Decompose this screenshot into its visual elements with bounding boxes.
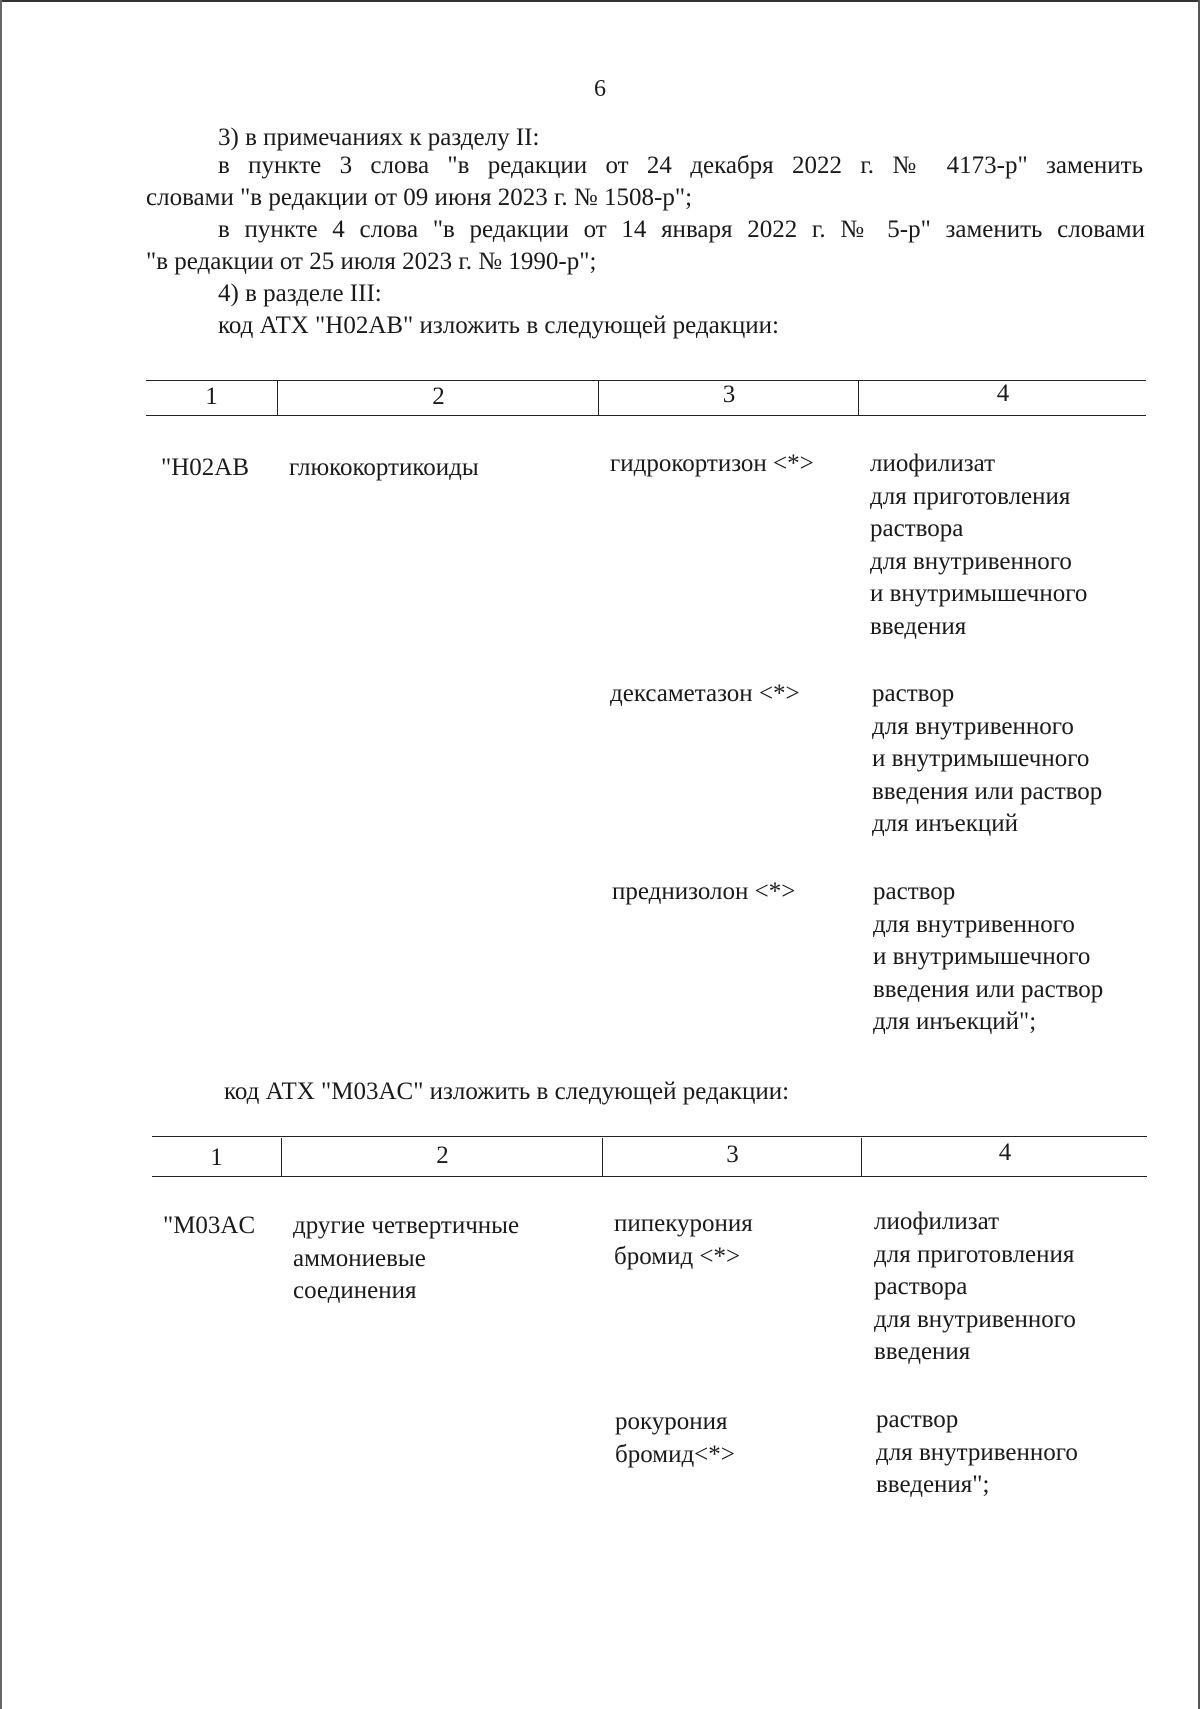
table2-col-3-number: 3	[726, 1141, 739, 1168]
table2-header-divider-3	[861, 1138, 862, 1176]
table2-drug-pipecuronium: пипекурония бромид <*>	[614, 1210, 753, 1270]
table1-form-prednisolone: раствор для внутривенного и внутримышечного введения или раствор для инъекций";	[873, 878, 1104, 1035]
scan-edge-left	[0, 0, 2, 1709]
intro-line-point-4-b: "в редакции от 25 июля 2023 г. № 1990-р";	[146, 248, 597, 275]
table1-col-2-number: 2	[432, 383, 445, 410]
table1-atc-code: "H02AB	[161, 454, 249, 481]
table2-col-2-number: 2	[436, 1142, 449, 1169]
table2-atc-code: "M03AC	[163, 1212, 256, 1239]
page-number: 6	[594, 76, 606, 102]
table1-header-divider-3	[858, 381, 859, 415]
table2-drug-rocuronium: рокурония бромид<*>	[615, 1408, 735, 1468]
table2-group-name: другие четвертичные аммониевые соединения	[293, 1212, 520, 1304]
table2-col-4-number: 4	[998, 1139, 1012, 1166]
table1-col-4-number: 4	[996, 380, 1010, 407]
table2-header-divider-1	[281, 1138, 282, 1176]
intro-line-h02ab-heading: код АТХ "H02AB" изложить в следующей редакции:	[218, 312, 779, 339]
table2-form-rocuronium: раствор для внутривенного введения";	[876, 1406, 1078, 1498]
intro-line-section-iii: 4) в разделе III:	[218, 280, 382, 307]
m03ac-heading: код АТХ "M03AC" изложить в следующей редакции:	[224, 1078, 790, 1105]
table1-header-divider-1	[277, 381, 278, 415]
table2-form-pipecuronium: лиофилизат для приготовления раствора для внутривенного введения	[874, 1208, 1076, 1365]
table1-header-bottom-rule	[146, 415, 1146, 416]
table1-drug-dexamethasone: дексаметазон <*>	[610, 680, 800, 707]
intro-line-notes-section-ii: 3) в примечаниях к разделу II:	[218, 124, 540, 151]
table1-col-3-number: 3	[722, 381, 736, 408]
table1-drug-prednisolone: преднизолон <*>	[612, 878, 796, 905]
intro-line-point-3-a: в пункте 3 слова "в редакции от 24 декабря 2022 г. № 4173-р" заменить	[218, 152, 1143, 179]
intro-line-point-4-a: в пункте 4 слова "в редакции от 14 января 2022 г. № 5-р" заменить словами	[218, 216, 1145, 243]
table1-drug-hydrocortisone: гидрокортизон <*>	[610, 450, 814, 477]
scan-edge-top	[0, 0, 1200, 2]
table2-header-bottom-rule	[152, 1176, 1147, 1177]
table1-group-name: глюкокортикоиды	[289, 454, 479, 481]
intro-line-point-3-b: словами "в редакции от 09 июня 2023 г. № 1508-р";	[146, 184, 693, 211]
table1-col-1-number: 1	[205, 383, 218, 410]
table2-header-divider-2	[602, 1138, 603, 1176]
table1-form-dexamethasone: раствор для внутривенного и внутримышечного введения или раствор для инъекций	[872, 680, 1103, 837]
table2-col-1-number: 1	[210, 1144, 223, 1171]
table1-header-divider-2	[598, 381, 599, 415]
table1-form-hydrocortisone: лиофилизат для приготовления раствора для внутривенного и внутримышечного введения	[870, 450, 1088, 640]
table2-header-top-rule	[152, 1136, 1147, 1137]
